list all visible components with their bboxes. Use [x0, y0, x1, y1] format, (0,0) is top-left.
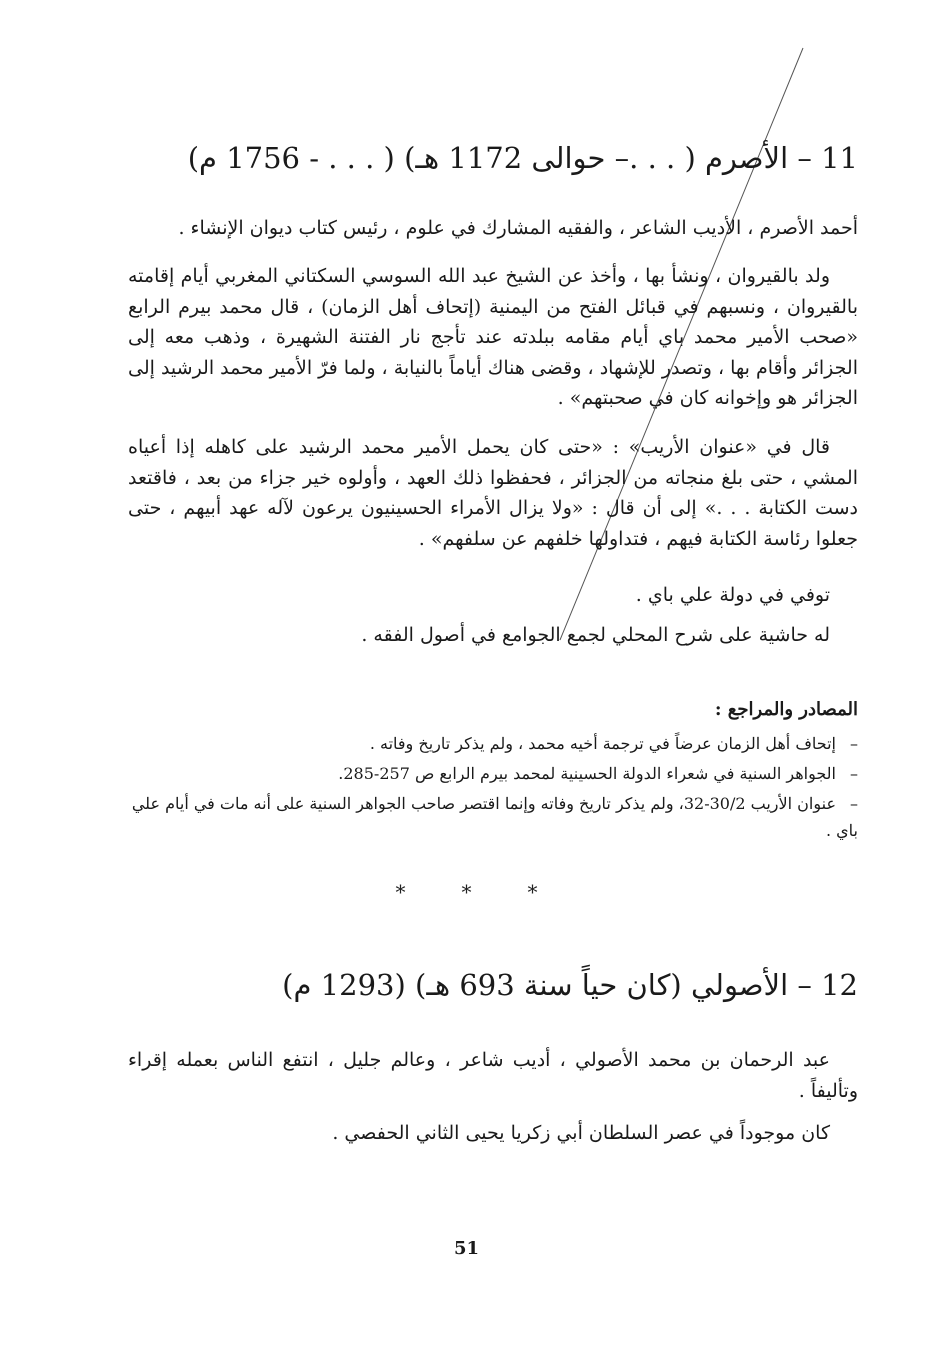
page-number: 51	[453, 1238, 480, 1259]
source-dash: –	[850, 794, 858, 813]
section-separator	[0, 880, 933, 904]
entry-12-paragraph-1: عبد الرحمان بن محمد الأصولي ، أديب شاعر ، وعالم جليل ، انتفع الناس بعمله إقراء وتأليفاً .	[128, 1049, 858, 1102]
source-dash: –	[850, 734, 858, 753]
source-text: إتحاف أهل الزمان عرضاً في ترجمة أخيه محمد ، ولم يذكر تاريخ وفاته .	[369, 734, 836, 753]
entry-11-paragraph-4: توفي في دولة علي باي .	[635, 584, 830, 606]
source-text: عنوان الأريب 30/2-32، ولم يذكر تاريخ وفاته وإنما اقتصر صاحب الجواهر السنية على أنه مات في أيام علي باي .	[131, 794, 858, 840]
source-item	[123, 790, 858, 844]
entry-11-heading: 11 – الأصرم ( . . .– حوالى 1172 هـ) ( . . . - 1756 م)	[187, 141, 858, 175]
entry-11-paragraph-2: ولد بالقيروان ، ونشأ بها ، وأخذ عن الشيخ عبد الله السوسي السكتاني المغربي أيام إقامته بالقيروان ، ونسبهم في قبائل الفتح من اليمنية (إتحاف أهل الزمان) ، قال محمد بيرم الرابع «صحب الأمير محمد باي أيام مقامه ببلدته عند تأجج نار الفتنة الشهيرة ، وذهب معه إلى الجزائر وأقام بها ، وتصدر للإشهاد ، وقضى هناك أياماً بالنيابة ، ولما فرّ الأمير محمد الرشيد إلى الجزائر هو وإخوانه كان في صحبتهم» .	[128, 265, 858, 409]
separator-star: *	[395, 880, 406, 904]
source-dash: –	[850, 764, 858, 783]
source-text: الجواهر السنية في شعراء الدولة الحسينية لمحمد بيرم الرابع ص 257-285.	[338, 764, 836, 783]
entry-11-paragraph-3: قال في «عنوان الأريب» : «حتى كان يحمل الأمير محمد الرشيد على كاهله إذا أعياه المشي ، حتى بلغ منجاته من الجزائر ، فحفظوا ذلك العهد ، وأولوه خير جزاء من بعد ، فاقتعد دست الكتابة . . .» إلى أن قال : «ولا يزال الأمراء الحسينيون يرعون لآله عهد أبيهم ، حتى جعلوا رئاسة الكتابة فيهم ، فتداولها خلفهم عن سلفهم» .	[128, 436, 858, 550]
entry-12-paragraph-2: كان موجوداً في عصر السلطان أبي زكريا يحيى الثاني الحفصي .	[332, 1122, 830, 1144]
entry-12-heading: 12 – الأصولي (كان حياً سنة 693 هـ) (1293 م)	[282, 968, 858, 1002]
entry-11-paragraph-5: له حاشية على شرح المحلي لجمع الجوامع في أصول الفقه .	[361, 624, 830, 646]
source-item	[123, 730, 858, 757]
separator-star: *	[527, 880, 538, 904]
entry-11-paragraph-1: أحمد الأصرم ، الأديب الشاعر ، والفقيه المشارك في علوم ، رئيس كتاب ديوان الإنشاء .	[178, 217, 858, 239]
sources-heading: المصادر والمراجع :	[714, 699, 858, 720]
source-item	[123, 760, 858, 787]
separator-star: *	[461, 880, 472, 904]
